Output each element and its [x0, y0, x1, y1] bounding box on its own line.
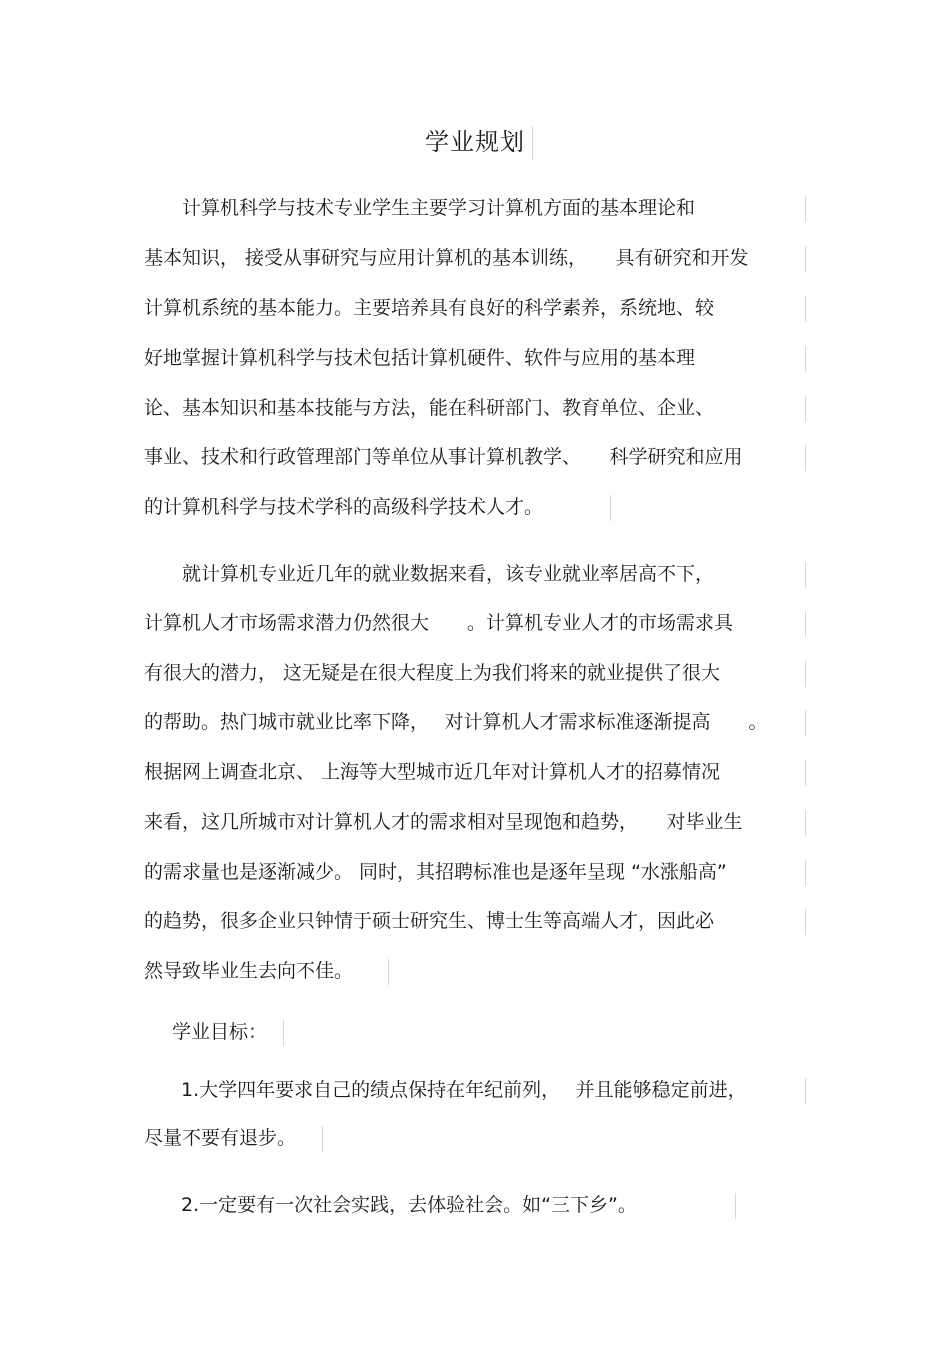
line-edge-mark	[805, 611, 806, 637]
line-edge-mark	[805, 909, 806, 935]
paragraph-1-line: 事业、技术和行政管理部门等单位从事计算机教学、 科学研究和应用	[144, 446, 743, 468]
paragraph-2-line: 的帮助。热门城市就业比率下降， 对计算机人才需求标准逐渐提高 。	[144, 711, 768, 733]
goals-heading: 学业目标：	[172, 1021, 268, 1043]
line-edge-mark	[805, 562, 806, 588]
paragraph-1-line: 论、基本知识和基本技能与方法，能在科研部门、教育单位、企业、	[144, 397, 715, 419]
line-edge-mark	[805, 860, 806, 886]
line-edge-mark	[283, 1020, 284, 1046]
line-edge-mark	[805, 1078, 806, 1104]
paragraph-1-line: 的计算机科学与技术学科的高级科学技术人才。	[144, 496, 544, 518]
document-title: 学业规划	[425, 128, 525, 156]
paragraph-1-line: 计算机科学与技术专业学生主要学习计算机方面的基本理论和	[144, 197, 696, 219]
paragraph-1-line: 计算机系统的基本能力。主要培养具有良好的科学素养，系统地、较	[144, 297, 715, 319]
goal-2-line: 2.一定要有一次社会实践，去体验社会。如“三下乡”。	[181, 1194, 637, 1216]
line-edge-mark	[805, 710, 806, 736]
line-edge-mark	[805, 445, 806, 471]
paragraph-2-line: 的需求量也是逐渐减少。 同时，其招聘标准也是逐年呈现 “水涨船高”	[144, 861, 727, 883]
goal-1-line: 1.大学四年要求自己的绩点保持在年纪前列， 并且能够稳定前进，	[181, 1079, 747, 1101]
paragraph-1-line: 基本知识， 接受从事研究与应用计算机的基本训练， 具有研究和开发	[144, 247, 749, 269]
paragraph-2-line: 的趋势，很多企业只钟情于硕士研究生、博士生等高端人才，因此必	[144, 910, 715, 932]
paragraph-2-line: 就计算机专业近几年的就业数据来看，该专业就业率居高不下，	[144, 563, 715, 585]
line-edge-mark	[805, 246, 806, 272]
title-edge-mark	[532, 126, 533, 160]
line-edge-mark	[388, 959, 389, 985]
line-edge-mark	[805, 296, 806, 322]
line-edge-mark	[805, 196, 806, 222]
line-edge-mark	[805, 760, 806, 786]
line-edge-mark	[805, 661, 806, 687]
line-edge-mark	[805, 396, 806, 422]
paragraph-1-line: 好地掌握计算机科学与技术包括计算机硬件、软件与应用的基本理	[144, 347, 696, 369]
paragraph-2-line: 根据网上调查北京、 上海等大型城市近几年对计算机人才的招募情况	[144, 761, 721, 783]
line-edge-mark	[322, 1126, 323, 1152]
line-edge-mark	[610, 495, 611, 521]
paragraph-2-line: 然导致毕业生去向不佳。	[144, 960, 354, 982]
paragraph-2-line: 计算机人才市场需求潜力仍然很大 。计算机专业人才的市场需求具	[144, 612, 734, 634]
line-edge-mark	[735, 1193, 736, 1219]
goal-1-line: 尽量不要有退步。	[144, 1127, 297, 1149]
paragraph-2-line: 有很大的潜力， 这无疑是在很大程度上为我们将来的就业提供了很大	[144, 662, 721, 684]
paragraph-2-line: 来看，这几所城市对计算机人才的需求相对呈现饱和趋势， 对毕业生	[144, 811, 743, 833]
line-edge-mark	[805, 346, 806, 372]
line-edge-mark	[805, 810, 806, 836]
